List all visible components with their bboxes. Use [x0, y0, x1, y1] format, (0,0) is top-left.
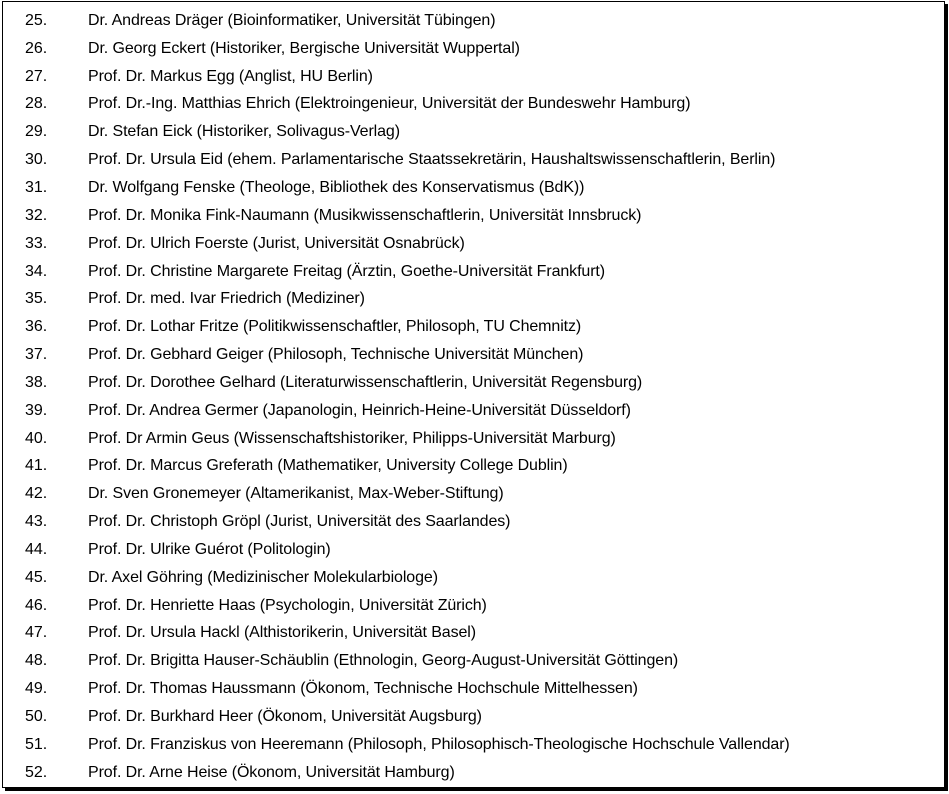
item-text: Prof. Dr. Christoph Gröpl (Jurist, Universität des Saarlandes) — [88, 513, 511, 531]
item-number: 44. — [25, 540, 48, 558]
list-item — [3, 425, 944, 453]
item-text: Dr. Wolfgang Fenske (Theologe, Bibliothek des Konservatismus (BdK)) — [88, 178, 585, 196]
list-item — [3, 146, 944, 174]
list-item — [3, 285, 944, 313]
list-item — [3, 230, 944, 258]
list-item — [3, 397, 944, 425]
item-number: 50. — [25, 708, 48, 726]
item-number: 36. — [25, 318, 48, 336]
item-number: 25. — [25, 11, 48, 29]
item-number: 47. — [25, 624, 48, 642]
list-item — [3, 647, 944, 675]
item-text: Prof. Dr.-Ing. Matthias Ehrich (Elektroingenieur, Universität der Bundeswehr Hamburg) — [88, 95, 691, 113]
item-number: 52. — [25, 763, 48, 781]
item-text: Prof. Dr. Andrea Germer (Japanologin, Heinrich-Heine-Universität Düsseldorf) — [88, 401, 631, 419]
signatory-list — [3, 7, 944, 787]
item-text: Prof. Dr. Dorothee Gelhard (Literaturwissenschaftlerin, Universität Regensburg) — [88, 373, 643, 391]
item-text: Prof. Dr. Ulrich Foerste (Jurist, Universität Osnabrück) — [88, 234, 465, 252]
list-item — [3, 369, 944, 397]
list-item — [3, 759, 944, 787]
list-item — [3, 564, 944, 592]
item-text: Prof. Dr. Markus Egg (Anglist, HU Berlin) — [88, 67, 373, 85]
item-text: Prof. Dr. Franziskus von Heeremann (Philosoph, Philosophisch-Theologische Hochschule Vallendar) — [88, 735, 790, 753]
list-item — [3, 675, 944, 703]
list-item — [3, 202, 944, 230]
list-item — [3, 508, 944, 536]
list-item — [3, 620, 944, 648]
item-number: 51. — [25, 735, 48, 753]
list-item — [3, 480, 944, 508]
list-item — [3, 174, 944, 202]
item-number: 40. — [25, 429, 48, 447]
item-text: Dr. Sven Gronemeyer (Altamerikanist, Max-Weber-Stiftung) — [88, 485, 504, 503]
item-number: 39. — [25, 401, 48, 419]
item-number: 26. — [25, 39, 48, 57]
item-text: Prof. Dr. Thomas Haussmann (Ökonom, Technische Hochschule Mittelhessen) — [88, 680, 638, 698]
item-number: 31. — [25, 178, 48, 196]
item-text: Prof. Dr. Ursula Hackl (Althistorikerin, Universität Basel) — [88, 624, 476, 642]
item-number: 27. — [25, 67, 48, 85]
list-item — [3, 536, 944, 564]
list-item — [3, 7, 944, 35]
item-text: Dr. Axel Göhring (Medizinischer Molekularbiologe) — [88, 568, 438, 586]
list-item — [3, 63, 944, 91]
item-number: 32. — [25, 206, 48, 224]
item-number: 49. — [25, 680, 48, 698]
item-number: 45. — [25, 568, 48, 586]
list-item — [3, 313, 944, 341]
item-number: 43. — [25, 513, 48, 531]
item-number: 42. — [25, 485, 48, 503]
item-text: Prof. Dr. Marcus Greferath (Mathematiker, University College Dublin) — [88, 457, 568, 475]
item-text: Prof. Dr. Henriette Haas (Psychologin, Universität Zürich) — [88, 596, 487, 614]
item-text: Dr. Stefan Eick (Historiker, Solivagus-Verlag) — [88, 123, 400, 141]
item-text: Prof. Dr. Gebhard Geiger (Philosoph, Technische Universität München) — [88, 346, 584, 364]
item-text: Prof. Dr. Brigitta Hauser-Schäublin (Ethnologin, Georg-August-Universität Göttingen) — [88, 652, 679, 670]
list-frame — [2, 1, 945, 788]
item-number: 48. — [25, 652, 48, 670]
list-item — [3, 453, 944, 481]
item-number: 35. — [25, 290, 48, 308]
list-item — [3, 118, 944, 146]
list-item — [3, 592, 944, 620]
list-item — [3, 703, 944, 731]
item-text: Dr. Andreas Dräger (Bioinformatiker, Universität Tübingen) — [88, 11, 496, 29]
item-text: Prof. Dr. med. Ivar Friedrich (Mediziner) — [88, 290, 365, 308]
list-item — [3, 91, 944, 119]
item-text: Prof. Dr. Ursula Eid (ehem. Parlamentarische Staatssekretärin, Haushaltswissenschaftlerin, Berlin) — [88, 151, 776, 169]
item-number: 28. — [25, 95, 48, 113]
item-text: Prof. Dr. Monika Fink-Naumann (Musikwissenschaftlerin, Universität Innsbruck) — [88, 206, 642, 224]
item-text: Prof. Dr. Christine Margarete Freitag (Ärztin, Goethe-Universität Frankfurt) — [88, 262, 606, 280]
item-number: 33. — [25, 234, 48, 252]
item-text: Prof. Dr. Burkhard Heer (Ökonom, Universität Augsburg) — [88, 708, 482, 726]
item-text: Dr. Georg Eckert (Historiker, Bergische Universität Wuppertal) — [88, 39, 520, 57]
item-number: 29. — [25, 123, 48, 141]
list-item — [3, 341, 944, 369]
item-text: Prof. Dr. Lothar Fritze (Politikwissenschaftler, Philosoph, TU Chemnitz) — [88, 318, 582, 336]
item-number: 41. — [25, 457, 48, 475]
item-number: 46. — [25, 596, 48, 614]
item-text: Prof. Dr Armin Geus (Wissenschaftshistoriker, Philipps-Universität Marburg) — [88, 429, 616, 447]
list-item — [3, 258, 944, 286]
item-number: 37. — [25, 346, 48, 364]
item-number: 38. — [25, 373, 48, 391]
item-text: Prof. Dr. Arne Heise (Ökonom, Universität Hamburg) — [88, 763, 455, 781]
item-text: Prof. Dr. Ulrike Guérot (Politologin) — [88, 540, 331, 558]
item-number: 30. — [25, 151, 48, 169]
item-number: 34. — [25, 262, 48, 280]
list-item — [3, 731, 944, 759]
list-item — [3, 35, 944, 63]
